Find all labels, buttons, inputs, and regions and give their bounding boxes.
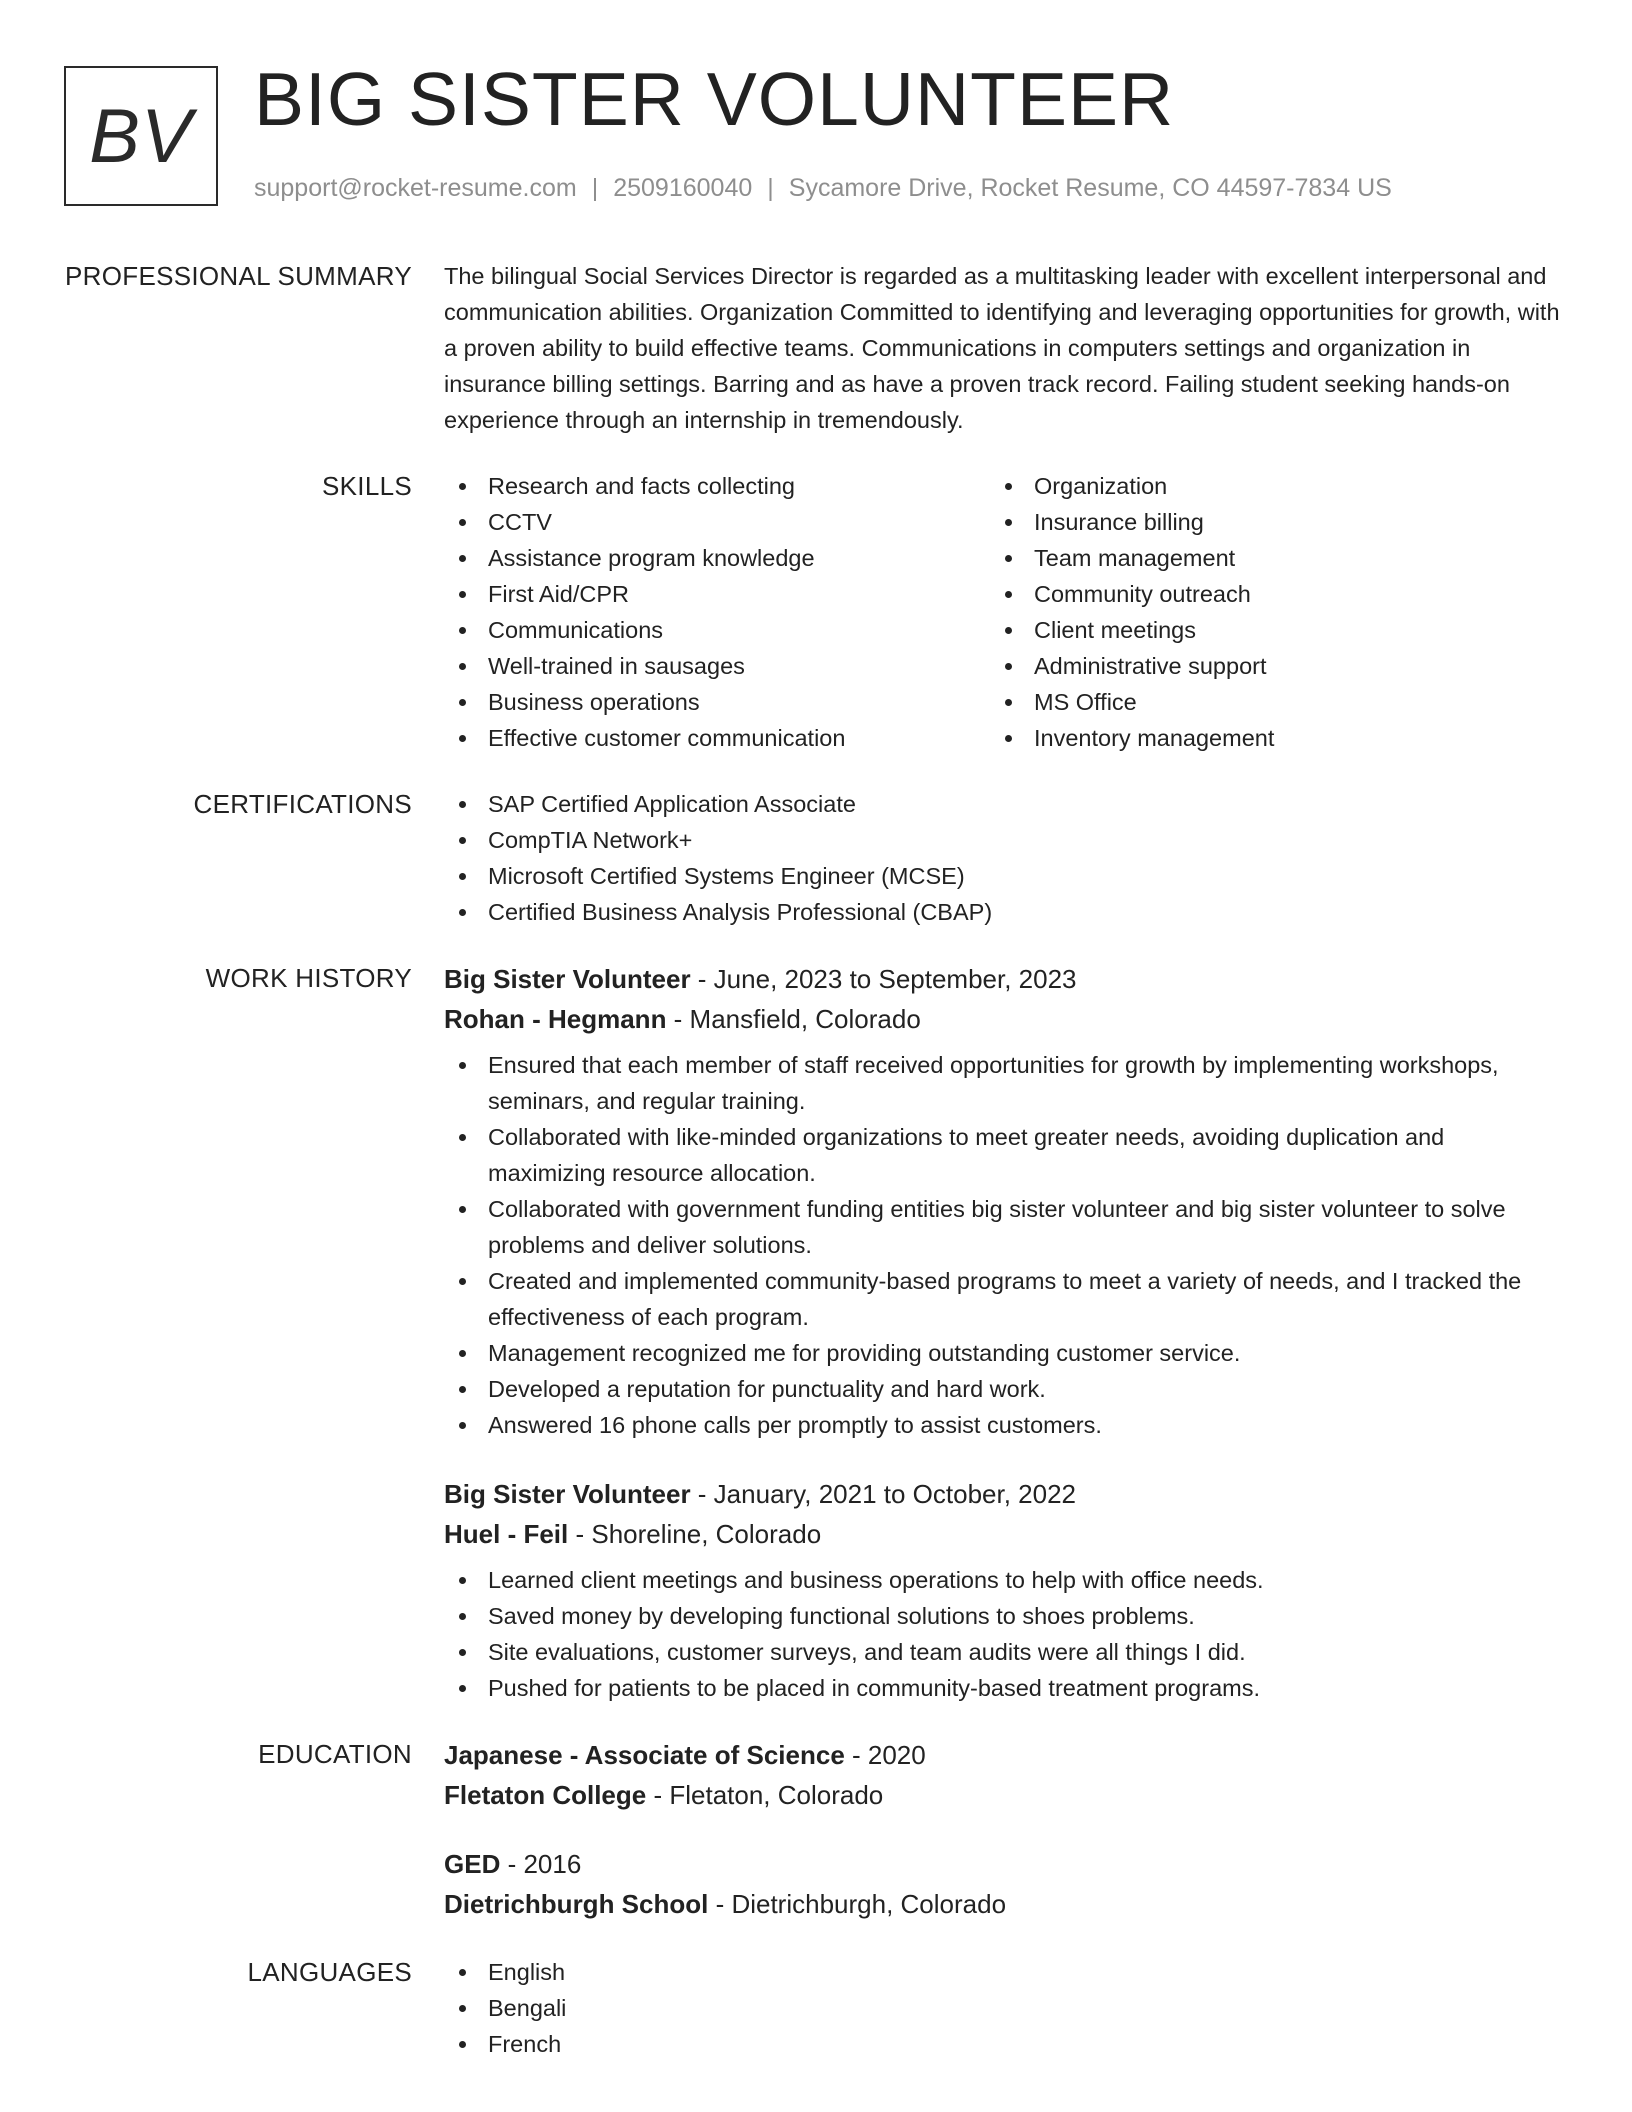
job-bullet: Saved money by developing functional solutions to shoes problems.	[444, 1598, 1562, 1634]
certifications-section	[0, 786, 1632, 930]
job-entry	[444, 1475, 1562, 1706]
section-label-skills: SKILLS	[322, 471, 412, 501]
monogram-initials: BV	[89, 93, 193, 179]
job-company: Rohan - Hegmann	[444, 1004, 667, 1034]
job-bullets	[444, 1562, 1562, 1706]
skill-item: Inventory management	[990, 720, 1536, 756]
section-label-work-history: WORK HISTORY	[205, 963, 412, 993]
job-bullet: Created and implemented community-based programs to meet a variety of needs, and I tracked the effectiveness of each program.	[444, 1263, 1562, 1335]
education-entry	[444, 1736, 1562, 1815]
skill-item: Organization	[990, 468, 1536, 504]
contact-line	[254, 174, 1392, 203]
contact-address: Sycamore Drive, Rocket Resume, CO 44597-7834 US	[788, 174, 1392, 202]
education-location: - Dietrichburgh, Colorado	[708, 1889, 1007, 1919]
skill-item: Communications	[444, 612, 990, 648]
job-bullet: Learned client meetings and business operations to help with office needs.	[444, 1562, 1562, 1598]
education-school: Fletaton College	[444, 1780, 647, 1810]
education-entry	[444, 1845, 1562, 1924]
skill-item: Business operations	[444, 684, 990, 720]
section-label-education: EDUCATION	[258, 1739, 412, 1769]
contact-phone: 2509160040	[613, 174, 753, 202]
section-label-certifications: CERTIFICATIONS	[193, 789, 412, 819]
skill-item: Assistance program knowledge	[444, 540, 990, 576]
candidate-name: BIG SISTER VOLUNTEER	[254, 57, 1175, 141]
education-school-line	[444, 1775, 1562, 1815]
job-bullet: Pushed for patients to be placed in community-based treatment programs.	[444, 1670, 1562, 1706]
skill-item: Team management	[990, 540, 1536, 576]
resume-header	[64, 57, 1592, 216]
education-location: - Fletaton, Colorado	[646, 1780, 884, 1810]
job-entry	[444, 960, 1562, 1443]
job-dates: - January, 2021 to October, 2022	[690, 1479, 1077, 1509]
certification-item: CompTIA Network+	[444, 822, 1562, 858]
certifications-list	[444, 786, 1562, 930]
section-label-summary: PROFESSIONAL SUMMARY	[65, 261, 412, 291]
skill-item: Effective customer communication	[444, 720, 990, 756]
job-bullet: Management recognized me for providing outstanding customer service.	[444, 1335, 1562, 1371]
education-degree: Japanese - Associate of Science	[444, 1740, 845, 1770]
job-bullet: Developed a reputation for punctuality and hard work.	[444, 1371, 1562, 1407]
job-bullet: Collaborated with like-minded organizations to meet greater needs, avoiding duplication and maximizing resource allocation.	[444, 1119, 1562, 1191]
job-company: Huel - Feil	[444, 1519, 569, 1549]
skills-list-left	[444, 468, 990, 756]
language-item: Bengali	[444, 1990, 1562, 2026]
job-bullet: Collaborated with government funding entities big sister volunteer and big sister volunteer to solve problems and deliver solutions.	[444, 1191, 1562, 1263]
job-company-line	[444, 999, 1562, 1039]
summary-text: The bilingual Social Services Director is regarded as a multitasking leader with excellent interpersonal and communication abilities. Organization Committed to identifying and leveraging opportunities for growth, with a proven ability to build effective teams. Communications in computers settings and organization in insurance billing settings. Barring and as have a proven track record. Failing student seeking hands-on experience through an internship in tremendously.	[444, 263, 1560, 433]
education-degree: GED	[444, 1849, 501, 1879]
skill-item: Insurance billing	[990, 504, 1536, 540]
skill-item: Well-trained in sausages	[444, 648, 990, 684]
job-bullet: Answered 16 phone calls per promptly to assist customers.	[444, 1407, 1562, 1443]
job-title: Big Sister Volunteer	[444, 964, 691, 994]
education-degree-line	[444, 1736, 1562, 1775]
job-location: - Shoreline, Colorado	[568, 1519, 822, 1549]
languages-section	[0, 1954, 1632, 2062]
job-dates: - June, 2023 to September, 2023	[690, 964, 1077, 994]
education-school-line	[444, 1884, 1562, 1924]
languages-list	[444, 1954, 1562, 2062]
summary-section	[0, 258, 1632, 438]
skills-list-right	[990, 468, 1536, 756]
section-label-languages: LANGUAGES	[247, 1957, 412, 1987]
skill-item: Community outreach	[990, 576, 1536, 612]
job-title-line	[444, 1475, 1562, 1514]
certification-item: SAP Certified Application Associate	[444, 786, 1562, 822]
education-year: - 2020	[844, 1740, 926, 1770]
skill-item: Research and facts collecting	[444, 468, 990, 504]
skill-item: First Aid/CPR	[444, 576, 990, 612]
certification-item: Microsoft Certified Systems Engineer (MCSE)	[444, 858, 1562, 894]
certification-item: Certified Business Analysis Professional (CBAP)	[444, 894, 1562, 930]
education-year: - 2016	[500, 1849, 582, 1879]
skill-item: CCTV	[444, 504, 990, 540]
language-item: English	[444, 1954, 1562, 1990]
work-history-section	[0, 960, 1632, 1706]
education-degree-line	[444, 1845, 1562, 1884]
resume-content	[0, 258, 1632, 2092]
job-title-line	[444, 960, 1562, 999]
job-bullets	[444, 1047, 1562, 1443]
job-location: - Mansfield, Colorado	[666, 1004, 921, 1034]
skills-section	[0, 468, 1632, 756]
job-company-line	[444, 1514, 1562, 1554]
monogram-box	[64, 66, 218, 206]
skill-item: Client meetings	[990, 612, 1536, 648]
education-school: Dietrichburgh School	[444, 1889, 709, 1919]
skill-item: Administrative support	[990, 648, 1536, 684]
job-bullet: Site evaluations, customer surveys, and team audits were all things I did.	[444, 1634, 1562, 1670]
contact-separator: |	[767, 174, 774, 202]
job-bullet: Ensured that each member of staff received opportunities for growth by implementing workshops, seminars, and regular training.	[444, 1047, 1562, 1119]
contact-email: support@rocket-resume.com	[254, 174, 577, 202]
contact-separator: |	[591, 174, 599, 202]
language-item: French	[444, 2026, 1562, 2062]
job-title: Big Sister Volunteer	[444, 1479, 691, 1509]
education-section	[0, 1736, 1632, 1924]
skill-item: MS Office	[990, 684, 1536, 720]
